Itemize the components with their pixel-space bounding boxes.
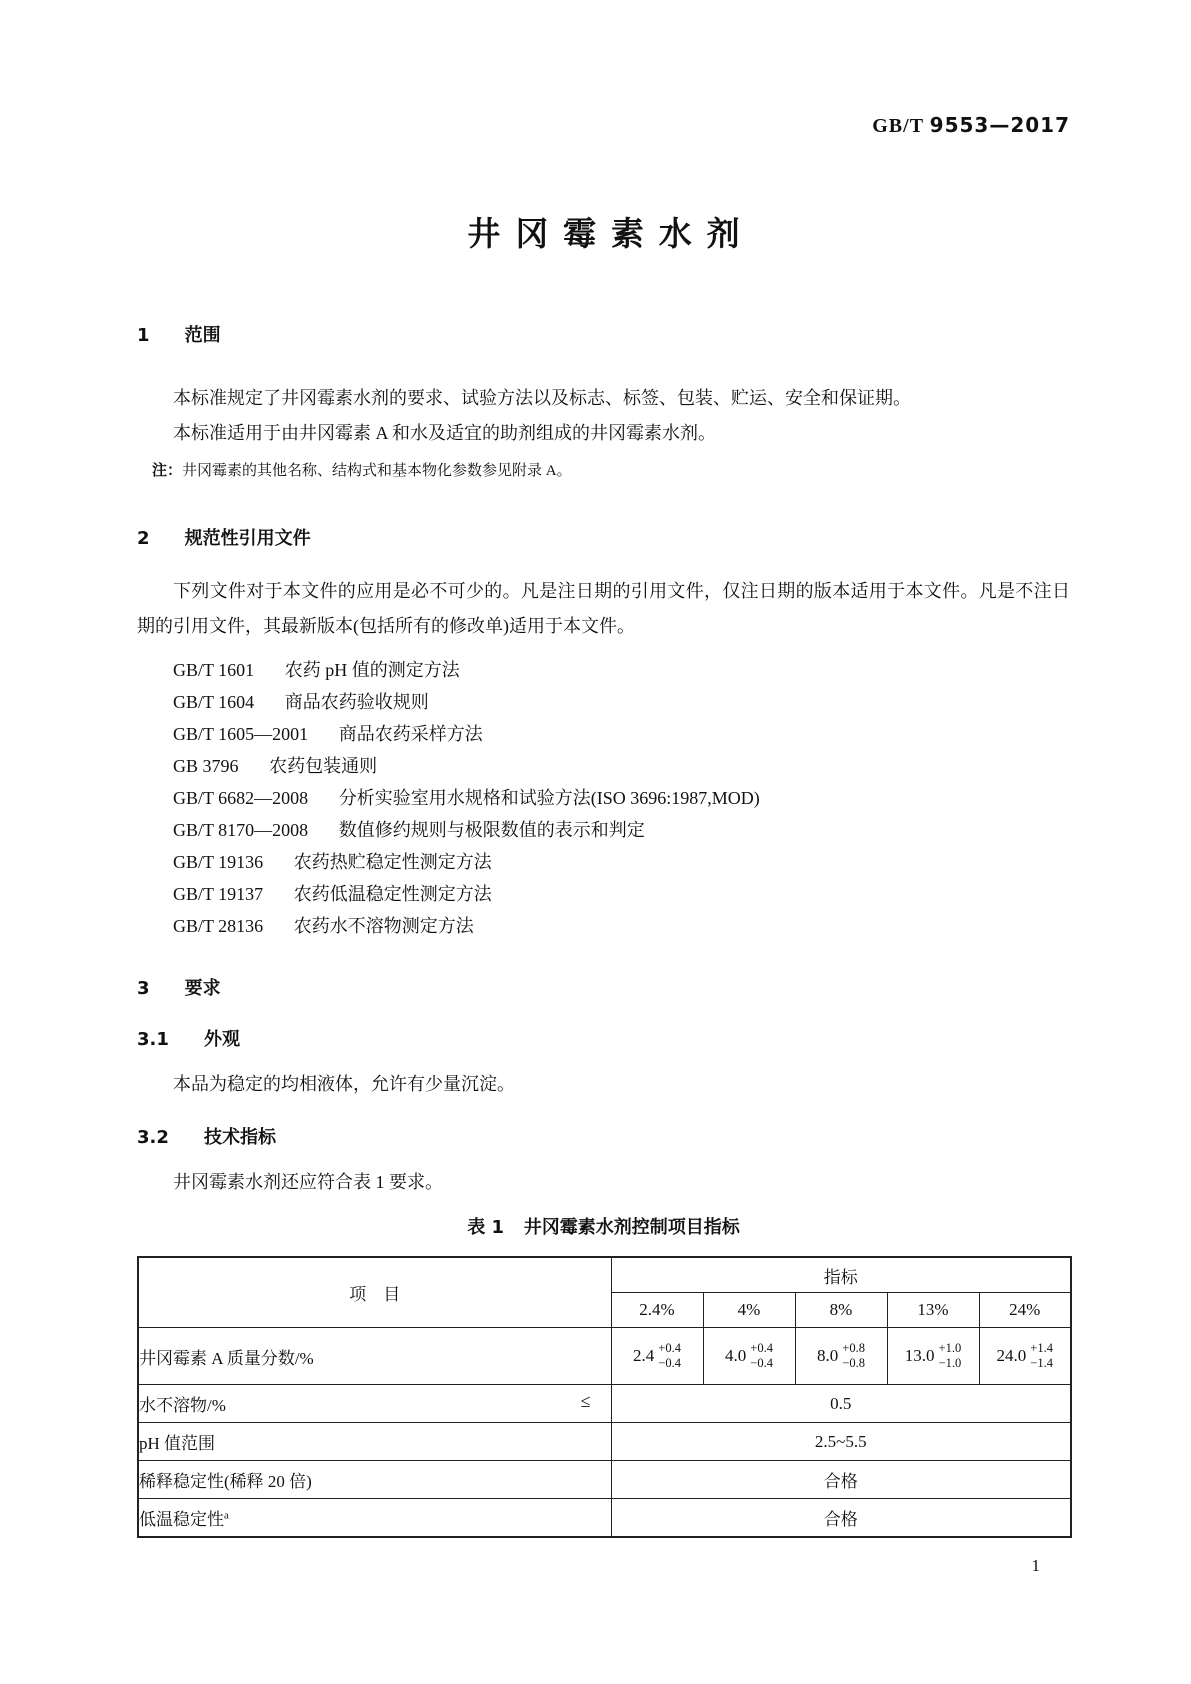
reference-item-3: [137, 718, 1070, 750]
tolerance-base: 13.0: [904, 1346, 935, 1365]
row-label: 稀释稳定性(稀释 20 倍): [138, 1461, 611, 1499]
section-1-heading: [137, 321, 1070, 351]
section-1-note: [137, 457, 1070, 484]
section-3-2-paragraph: 井冈霉素水剂还应符合表 1 要求。: [173, 1172, 443, 1192]
section-3-title: 要求: [184, 978, 221, 999]
tolerance-plus: +1.4: [1030, 1341, 1053, 1355]
table-row-ph: [138, 1423, 1071, 1461]
page-title: 井冈霉素水剂: [467, 214, 755, 253]
tolerance-plus: +0.4: [750, 1341, 773, 1355]
section-3-1-heading: [137, 1026, 1070, 1054]
table-row-dilution-stability: [138, 1461, 1071, 1499]
reference-item-5: [137, 782, 1070, 814]
low-temp-stability-value: 合格: [611, 1499, 1071, 1538]
reference-title: 数值修约规则与极限数值的表示和判定: [338, 820, 645, 840]
tolerance-plus: +0.8: [842, 1341, 865, 1355]
tolerance-plus: +0.4: [658, 1341, 681, 1355]
table-1-caption-title: 井冈霉素水剂控制项目指标: [523, 1217, 740, 1238]
section-1-number: 1: [137, 325, 150, 346]
reference-title: 农药 pH 值的测定方法: [284, 660, 460, 680]
reference-item-8: [137, 878, 1070, 910]
water-insoluble-value: 0.5: [611, 1385, 1071, 1423]
doc-number-code: GB/T: [872, 115, 924, 137]
table-row-low-temp-stability: [138, 1499, 1071, 1538]
reference-item-6: [137, 814, 1070, 846]
reference-code: GB/T 19136: [173, 852, 264, 872]
section-3-1-paragraph: 本品为稳定的均相液体，允许有少量沉淀。: [173, 1074, 515, 1094]
table-row-mass-fraction: [138, 1328, 1071, 1385]
reference-title: 农药包装通则: [269, 756, 378, 776]
section-3-heading: [137, 974, 1070, 1004]
dilution-stability-value: 合格: [611, 1461, 1071, 1499]
reference-item-2: [137, 686, 1070, 718]
table-1-caption: [137, 1214, 1070, 1242]
reference-code: GB/T 1601: [173, 660, 255, 680]
reference-code: GB/T 6682—2008: [173, 788, 309, 808]
row-label: 井冈霉素 A 质量分数/%: [138, 1328, 611, 1385]
doc-number-year: 9553—2017: [929, 113, 1070, 137]
page-number: 1: [1031, 1556, 1040, 1575]
section-3-number: 3: [137, 978, 150, 999]
row-label: [138, 1385, 611, 1423]
reference-title: 商品农药验收规则: [284, 692, 429, 712]
row-label: pH 值范围: [138, 1423, 611, 1461]
section-3-2-number: 3.2: [137, 1127, 169, 1148]
table-header-percent-13: 13%: [887, 1293, 979, 1328]
table-header-percent-4: 4%: [703, 1293, 795, 1328]
table-1: [137, 1256, 1072, 1538]
section-2-heading: [137, 524, 1070, 554]
table-header-percent-8: 8%: [795, 1293, 887, 1328]
reference-item-7: [137, 846, 1070, 878]
table-row-water-insoluble: [138, 1385, 1071, 1423]
table-header-percent-24: 24%: [979, 1293, 1071, 1328]
reference-item-1: [137, 654, 1070, 686]
section-3-1-number: 3.1: [137, 1029, 169, 1050]
reference-code: GB 3796: [173, 756, 239, 776]
tolerance-base: 2.4: [633, 1346, 655, 1365]
table-header-row-1: [138, 1257, 1071, 1293]
table-header-indicator: 指标: [611, 1257, 1071, 1293]
reference-title: 分析实验室用水规格和试验方法(ISO 3696:1987,MOD): [338, 788, 760, 808]
reference-title: 商品农药采样方法: [338, 724, 483, 744]
section-2-paragraph-1: 下列文件对于本文件的应用是必不可少的。凡是注日期的引用文件，仅注日期的版本适用于本文件。凡是不注日期的引用文件，其最新版本(包括所有的修改单)适用于本文件。: [137, 581, 1070, 636]
reference-title: 农药热贮稳定性测定方法: [293, 852, 492, 872]
section-2-number: 2: [137, 528, 150, 549]
tolerance-minus: −0.8: [842, 1356, 865, 1370]
mass-fraction-value-3: [795, 1328, 887, 1385]
section-1-paragraph-1: 本标准规定了井冈霉素水剂的要求、试验方法以及标志、标签、包装、贮运、安全和保证期。: [173, 388, 911, 408]
footnote-marker: a: [224, 1509, 229, 1522]
mass-fraction-value-4: [887, 1328, 979, 1385]
section-3-2-title: 技术指标: [203, 1127, 276, 1148]
note-label: 注：: [152, 461, 183, 479]
mass-fraction-value-5: [979, 1328, 1071, 1385]
tolerance-minus: −0.4: [750, 1356, 773, 1370]
less-equal-operator: ≤: [580, 1391, 591, 1411]
reference-code: GB/T 19137: [173, 884, 264, 904]
reference-list: [137, 654, 1070, 942]
ph-value: 2.5~5.5: [611, 1423, 1071, 1461]
reference-code: GB/T 8170—2008: [173, 820, 309, 840]
table-header-percent-2-4: 2.4%: [611, 1293, 703, 1328]
table-1-caption-number: 表 1: [467, 1217, 504, 1238]
reference-item-9: [137, 910, 1070, 942]
section-3-1-title: 外观: [203, 1029, 240, 1050]
reference-item-4: [137, 750, 1070, 782]
row-label-text: 低温稳定性: [139, 1510, 224, 1529]
table-header-item: 项 目: [138, 1257, 611, 1328]
reference-code: GB/T 1604: [173, 692, 255, 712]
reference-code: GB/T 1605—2001: [173, 724, 309, 744]
row-label-text: 水不溶物/%: [139, 1396, 226, 1415]
note-text: 井冈霉素的其他名称、结构式和基本物化参数参见附录 A。: [182, 463, 572, 479]
tolerance-base: 8.0: [817, 1346, 839, 1365]
section-3-2-heading: [137, 1124, 1070, 1152]
tolerance-minus: −0.4: [658, 1356, 681, 1370]
reference-title: 农药低温稳定性测定方法: [293, 884, 492, 904]
reference-title: 农药水不溶物测定方法: [293, 916, 474, 936]
doc-number: [137, 112, 1070, 139]
row-label: [138, 1499, 611, 1538]
tolerance-minus: −1.4: [1030, 1356, 1053, 1370]
mass-fraction-value-2: [703, 1328, 795, 1385]
reference-code: GB/T 28136: [173, 916, 264, 936]
tolerance-base: 24.0: [996, 1346, 1027, 1365]
section-1-title: 范围: [184, 325, 221, 346]
tolerance-base: 4.0: [725, 1346, 747, 1365]
tolerance-minus: −1.0: [938, 1356, 962, 1370]
section-2-title: 规范性引用文件: [184, 528, 311, 549]
section-1-paragraph-2: 本标准适用于由井冈霉素 A 和水及适宜的助剂组成的井冈霉素水剂。: [173, 423, 717, 443]
tolerance-plus: +1.0: [938, 1341, 962, 1355]
mass-fraction-value-1: [611, 1328, 703, 1385]
